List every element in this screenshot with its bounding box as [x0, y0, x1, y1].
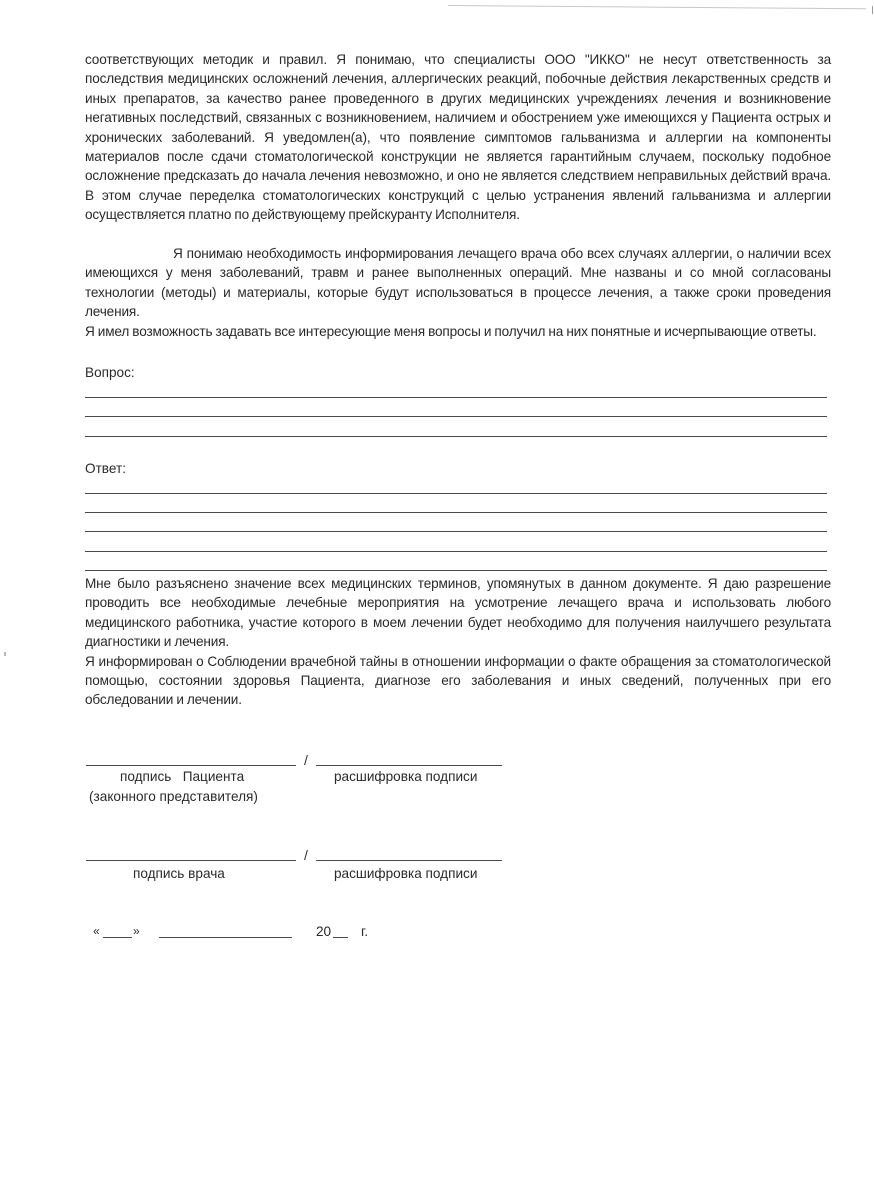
question-label: Вопрос: — [85, 365, 135, 380]
answer-line-1[interactable] — [85, 493, 827, 494]
date-close-quote: » — [133, 924, 140, 938]
question-line-1[interactable] — [85, 397, 827, 398]
terms-explained-paragraph: Мне было разъяснено значение всех медицинских терминов, упомянутых в данном документе. Я даю разрешение проводить все необходимые лечебные мероприятия на усмотрение лечащего врача и использовать любого медицинского работника, участие которого в моем лечении будет необходимо для получения наилучшего результата диагностики и лечения. — [85, 576, 831, 650]
answer-line-5[interactable] — [85, 570, 827, 571]
patient-signature-decoding-field[interactable] — [316, 765, 502, 766]
questions-answered-paragraph: Я имел возможность задавать все интересующие меня вопросы и получил на них понятные и исчерпывающие ответы. — [85, 323, 817, 339]
question-line-2[interactable] — [85, 416, 827, 417]
date-year-prefix: 20 — [316, 924, 332, 939]
date-month-field[interactable] — [159, 937, 292, 938]
patient-signature-field[interactable] — [86, 765, 296, 766]
date-day-field[interactable] — [103, 937, 132, 938]
answer-line-3[interactable] — [85, 531, 827, 532]
question-line-3[interactable] — [85, 436, 827, 437]
doctor-signature-field[interactable] — [86, 860, 296, 861]
patient-representative-caption: (законного представителя) — [89, 789, 258, 804]
patient-signature-separator: / — [304, 752, 308, 768]
allergy-disclosure-paragraph: Я понимаю необходимость информирования лечащего врача обо всех случаях аллергии, о наличии всех имеющихся у меня заболеваний, травм и ранее выполненных операций. Мне названы и со мной согласованы технологии (методы) и материалы, которые будут использоваться в процессе лечения, а также сроки проведения лечения. — [85, 246, 831, 320]
patient-decoding-caption: расшифровка подписи — [334, 769, 478, 784]
scan-artifact — [4, 652, 6, 656]
doctor-signature-separator: / — [304, 847, 308, 863]
liability-section — [85, 50, 831, 225]
information-section — [85, 244, 831, 341]
patient-signature-caption: подпись Пациента — [120, 769, 245, 784]
date-year-suffix: г. — [361, 924, 369, 939]
doctor-decoding-caption: расшифровка подписи — [334, 866, 478, 881]
liability-paragraph: соответствующих методик и правил. Я понимаю, что специалисты ООО "ИККО" не несут ответственность за последствия медицинских осложнений лечения, аллергических реакций, побочные действия лекарственных средств и иных препаратов, за качество ранее проведенного в других медицинских учреждениях лечения и возникновение негативных последствий, связанных с возникновением, наличием и обострением уже имеющихся у Пациента острых и хронических заболеваний. Я уведомлен(а), что появление симптомов гальванизма и аллергии на компоненты материалов после сдачи стоматологической конструкции не является гарантийным случаем, поскольку подобное осложнение предсказать до начала лечения невозможно, и оно не является следствием неправильных действий врача. В этом случае переделка стоматологических конструкций с целью устранения явлений гальванизма и аллергии осуществляется платно по действующему прейскуранту Исполнителя. — [85, 52, 831, 223]
answer-label: Ответ: — [85, 461, 126, 476]
scan-edge-mark — [872, 6, 873, 14]
doctor-signature-decoding-field[interactable] — [316, 860, 502, 861]
date-year-field[interactable] — [333, 937, 348, 938]
doctor-signature-caption: подпись врача — [133, 866, 225, 881]
answer-line-2[interactable] — [85, 512, 827, 513]
consent-section — [85, 574, 831, 710]
date-open-quote: « — [93, 924, 100, 938]
answer-line-4[interactable] — [85, 551, 827, 552]
scan-edge-line — [448, 5, 866, 9]
confidentiality-paragraph: Я информирован о Соблюдении врачебной тайны в отношении информации о факте обращения за стоматологической помощью, состоянии здоровья Пациента, диагнозе его заболевания и иных сведений, полученных при его обследовании и лечении. — [85, 653, 831, 708]
